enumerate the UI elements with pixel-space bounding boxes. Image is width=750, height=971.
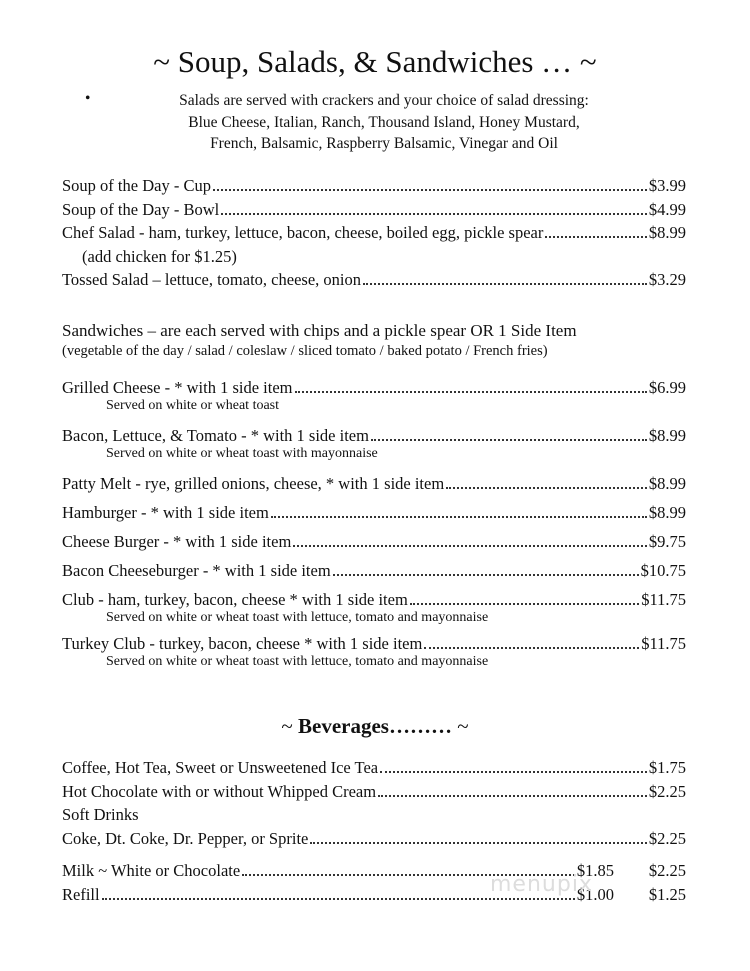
dot-leader	[545, 236, 647, 238]
item-price: $2.25	[648, 828, 686, 848]
note-line: Blue Cheese, Italian, Ranch, Thousand Island, Honey Mustard,	[188, 113, 580, 131]
item-name: Bacon, Lettuce, & Tomato - * with 1 side item	[62, 426, 369, 445]
menu-item	[62, 378, 686, 398]
item-description: Served on white or wheat toast	[106, 398, 280, 413]
menu-item	[62, 782, 686, 806]
menu-item	[62, 561, 686, 581]
note-line: French, Balsamic, Raspberry Balsamic, Vinegar and Oil	[210, 135, 558, 152]
item-name: Chef Salad - ham, turkey, lettuce, bacon, cheese, boiled egg, pickle spear	[62, 223, 544, 242]
item-price: $6.99	[648, 378, 686, 397]
dot-leader	[363, 283, 647, 285]
sandwich-entry	[62, 426, 686, 474]
page-title: ~ Soup, Salads, & Sandwiches … ~	[153, 44, 597, 79]
item-description: Served on white or wheat toast with lettuce, tomato and mayonnaise	[106, 654, 489, 669]
dot-leader	[271, 516, 647, 518]
beverage-category-label: Soft Drinks	[62, 805, 139, 824]
menu-item	[62, 634, 686, 654]
item-name: Patty Melt - rye, grilled onions, cheese, * with 1 side item	[62, 474, 445, 493]
item-price: $8.99	[648, 223, 686, 242]
bullet-icon: •	[85, 90, 91, 107]
dot-leader	[333, 574, 639, 576]
item-name: Cheese Burger - * with 1 side item	[62, 532, 292, 551]
item-name: Milk ~ White or Chocolate	[62, 861, 241, 880]
sandwiches-subheading: (vegetable of the day / salad / coleslaw / sliced tomato / baked potato / French fries)	[62, 343, 548, 359]
sandwich-entry	[62, 378, 686, 426]
item-price: $10.75	[640, 561, 686, 580]
dot-leader	[424, 647, 639, 649]
sandwiches-header	[62, 321, 686, 360]
dot-leader	[371, 439, 647, 441]
item-name: Club - ham, turkey, bacon, cheese * with 1 side item	[62, 590, 408, 609]
dot-leader	[102, 898, 575, 900]
item-price: $8.99	[648, 426, 686, 445]
item-price-large: $2.25	[648, 861, 686, 880]
item-name: Tossed Salad – lettuce, tomato, cheese, onion	[62, 270, 361, 289]
item-price: $1.75	[648, 758, 686, 777]
title-tilde: ~	[451, 714, 469, 738]
sandwiches-section	[62, 378, 686, 678]
item-price: $4.99	[648, 199, 686, 219]
menu-item	[62, 590, 686, 610]
menu-item	[62, 829, 686, 853]
dot-leader	[293, 545, 647, 547]
beverages-heading: Beverages………	[298, 714, 452, 738]
item-price: $3.29	[648, 270, 686, 289]
item-price: $1.85	[576, 861, 614, 880]
dot-leader	[410, 603, 639, 605]
item-name: Grilled Cheese - * with 1 side item	[62, 378, 293, 397]
dot-leader	[380, 771, 647, 773]
item-name: Turkey Club - turkey, bacon, cheese * with 1 side item	[62, 634, 423, 653]
item-description: Served on white or wheat toast with mayonnaise	[106, 446, 378, 461]
dot-leader	[221, 213, 647, 215]
item-name: Hot Chocolate with or without Whipped Cream	[62, 781, 377, 801]
item-price: $8.99	[648, 474, 686, 493]
item-name: Soup of the Day - Bowl	[62, 199, 220, 219]
item-price-large: $1.25	[648, 884, 686, 904]
dot-leader	[310, 842, 647, 844]
menu-item	[62, 503, 686, 523]
menu-item	[62, 221, 686, 245]
item-name: Hamburger - * with 1 side item	[62, 503, 269, 522]
dot-leader	[213, 189, 647, 191]
menu-item	[62, 198, 686, 222]
dot-leader	[295, 391, 647, 393]
sandwich-entry	[62, 503, 686, 532]
menu-item	[62, 174, 686, 198]
sandwich-entry	[62, 590, 686, 634]
sandwich-entry	[62, 561, 686, 590]
item-description: Served on white or wheat toast with lettuce, tomato and mayonnaise	[106, 610, 489, 625]
item-name: Bacon Cheeseburger - * with 1 side item	[62, 561, 331, 580]
menu-item	[62, 426, 686, 446]
item-price: $3.99	[648, 176, 686, 195]
item-price: $2.25	[648, 781, 686, 801]
item-price: $9.75	[648, 532, 686, 551]
watermark-logo: menupix	[490, 872, 593, 897]
menu-item	[62, 532, 686, 552]
item-name: Coke, Dt. Coke, Dr. Pepper, or Sprite	[62, 828, 309, 848]
item-name: Coffee, Hot Tea, Sweet or Unsweetened Ice Tea	[62, 758, 379, 777]
note-line: Salads are served with crackers and your choice of salad dressing:	[179, 92, 589, 109]
menu-item	[62, 474, 686, 494]
sandwich-entry	[62, 634, 686, 678]
item-price: $8.99	[648, 503, 686, 522]
dot-leader	[378, 795, 647, 797]
salad-dressing-note	[0, 90, 750, 155]
item-name: Soup of the Day - Cup	[62, 176, 211, 195]
item-price: $11.75	[641, 634, 686, 653]
sandwiches-heading: Sandwiches – are each served with chips and a pickle spear OR 1 Side Item	[62, 321, 577, 340]
item-price: $11.75	[641, 590, 686, 609]
soups-salads-section	[62, 174, 686, 292]
sandwich-entry	[62, 532, 686, 561]
sandwich-entry	[62, 474, 686, 503]
dot-leader	[446, 487, 647, 489]
title-tilde: ~	[281, 714, 299, 738]
menu-item	[62, 758, 686, 782]
item-name: Refill	[62, 884, 100, 904]
item-price: $1.00	[576, 884, 614, 904]
beverages-title	[0, 714, 750, 739]
item-note: (add chicken for $1.25)	[82, 246, 237, 266]
menu-item	[62, 268, 686, 292]
